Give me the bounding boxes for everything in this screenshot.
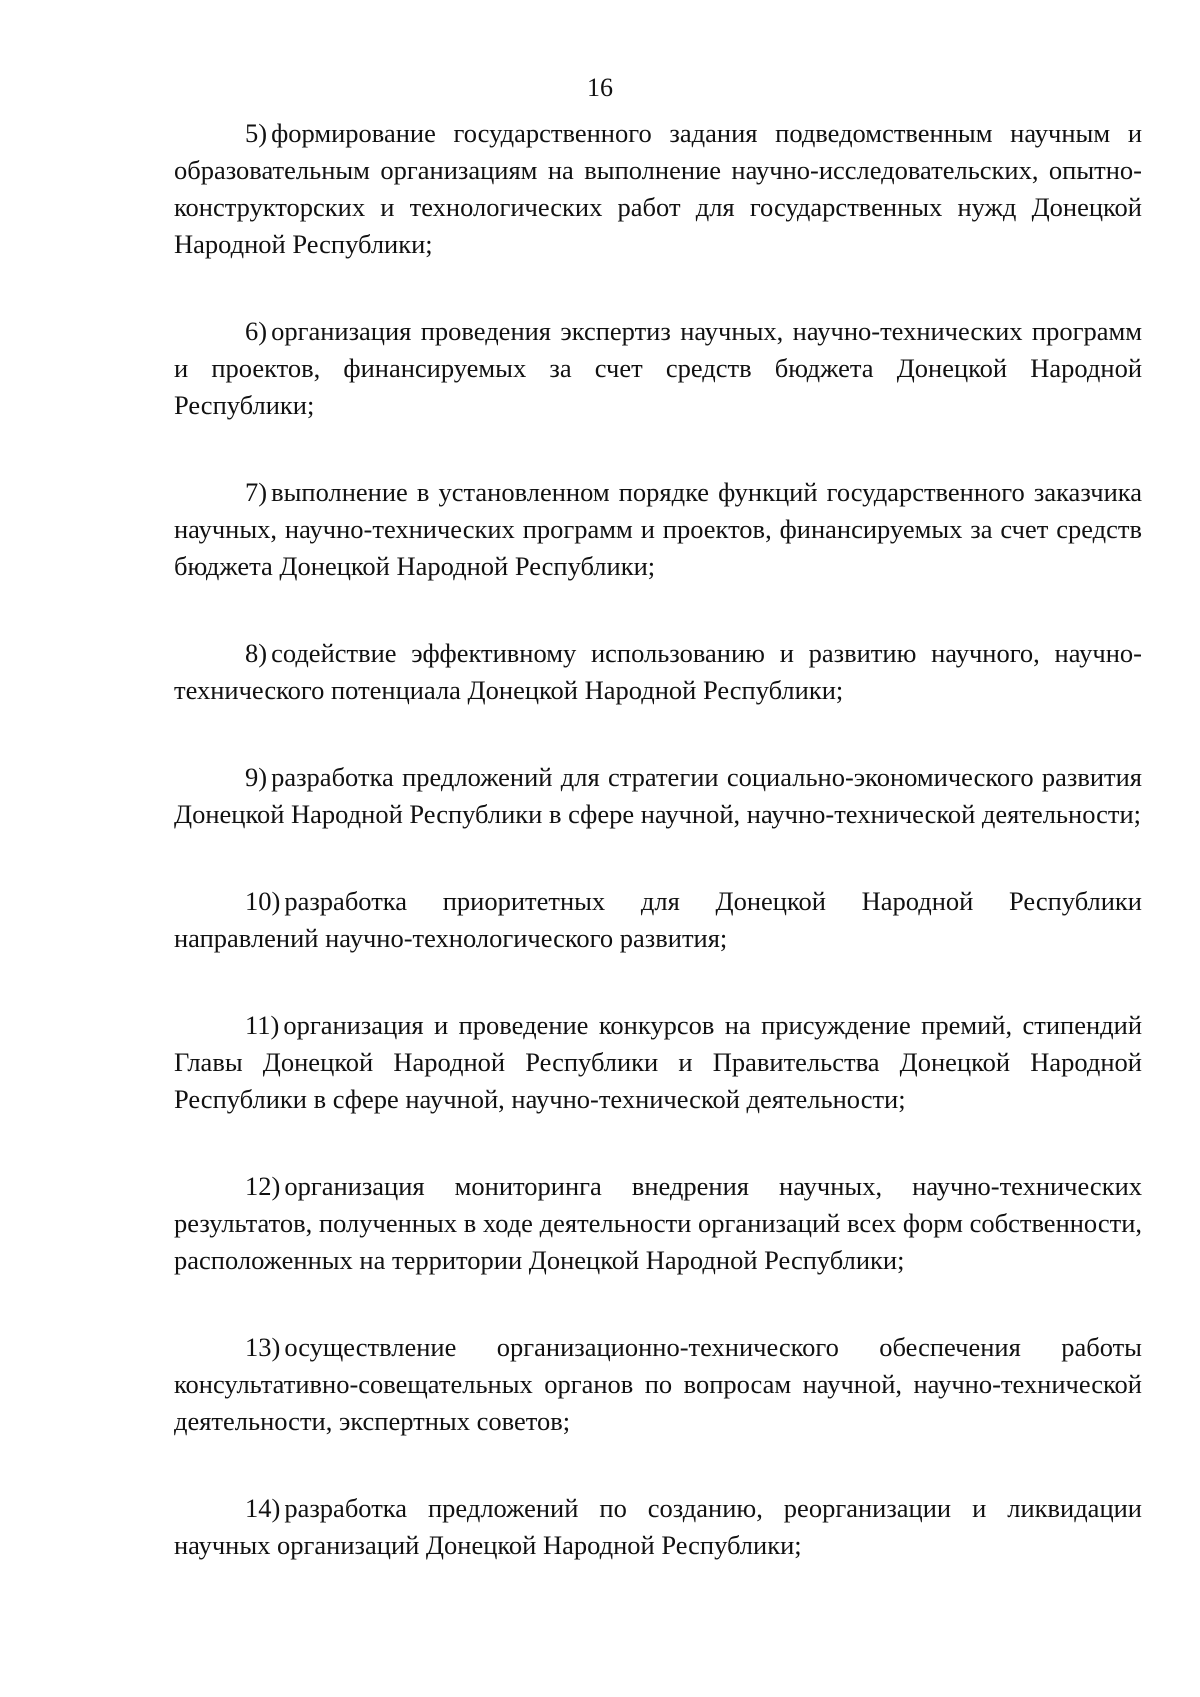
clause-number: 13) — [245, 1332, 281, 1362]
clause-list — [174, 115, 1142, 1614]
clause-text: формирование государственного задания подведомственным научным и образовательным организациям на выполнение научно-исследовательских, опытно-конструкторских и технологических работ для государственных нужд Донецкой Народной Республики; — [174, 118, 1142, 259]
clause-7 — [174, 474, 1142, 585]
clause-number: 5) — [245, 118, 268, 148]
clause-10 — [174, 883, 1142, 957]
page-number: 16 — [587, 73, 613, 102]
clause-12 — [174, 1168, 1142, 1279]
clause-number: 8) — [245, 638, 268, 668]
clause-number: 7) — [245, 477, 268, 507]
clause-6 — [174, 313, 1142, 424]
clause-number: 6) — [245, 316, 268, 346]
clause-number: 11) — [245, 1010, 280, 1040]
clause-text: разработка предложений для стратегии социально-экономического развития Донецкой Народной Республики в сфере научной, научно-технической деятельности; — [174, 762, 1142, 829]
clause-number: 10) — [245, 886, 281, 916]
clause-text: разработка приоритетных для Донецкой Народной Республики направлений научно-технологического развития; — [174, 886, 1142, 953]
clause-5 — [174, 115, 1142, 263]
clause-text: выполнение в установленном порядке функций государственного заказчика научных, научно-технических программ и проектов, финансируемых за счет средств бюджета Донецкой Народной Республики; — [174, 477, 1142, 581]
clause-8 — [174, 635, 1142, 709]
clause-number: 9) — [245, 762, 268, 792]
clause-11 — [174, 1007, 1142, 1118]
clause-text: осуществление организационно-технического обеспечения работы консультативно-совещательных органов по вопросам научной, научно-технической деятельности, экспертных советов; — [174, 1332, 1142, 1436]
clause-text: организация мониторинга внедрения научных, научно-технических результатов, полученных в ходе деятельности организаций всех форм собственности, расположенных на территории Донецкой Народной Республики; — [174, 1171, 1142, 1275]
clause-14 — [174, 1490, 1142, 1564]
clause-number: 12) — [245, 1171, 281, 1201]
clause-text: организация проведения экспертиз научных, научно-технических программ и проектов, финансируемых за счет средств бюджета Донецкой Народной Республики; — [174, 316, 1142, 420]
clause-text: разработка предложений по созданию, реорганизации и ликвидации научных организаций Донецкой Народной Республики; — [174, 1493, 1142, 1560]
clause-number: 14) — [245, 1493, 281, 1523]
clause-13 — [174, 1329, 1142, 1440]
clause-9 — [174, 759, 1142, 833]
clause-text: организация и проведение конкурсов на присуждение премий, стипендий Главы Донецкой Народной Республики и Правительства Донецкой Народной Республики в сфере научной, научно-технической деятельности; — [174, 1010, 1142, 1114]
clause-text: содействие эффективному использованию и развитию научного, научно-технического потенциала Донецкой Народной Республики; — [174, 638, 1142, 705]
